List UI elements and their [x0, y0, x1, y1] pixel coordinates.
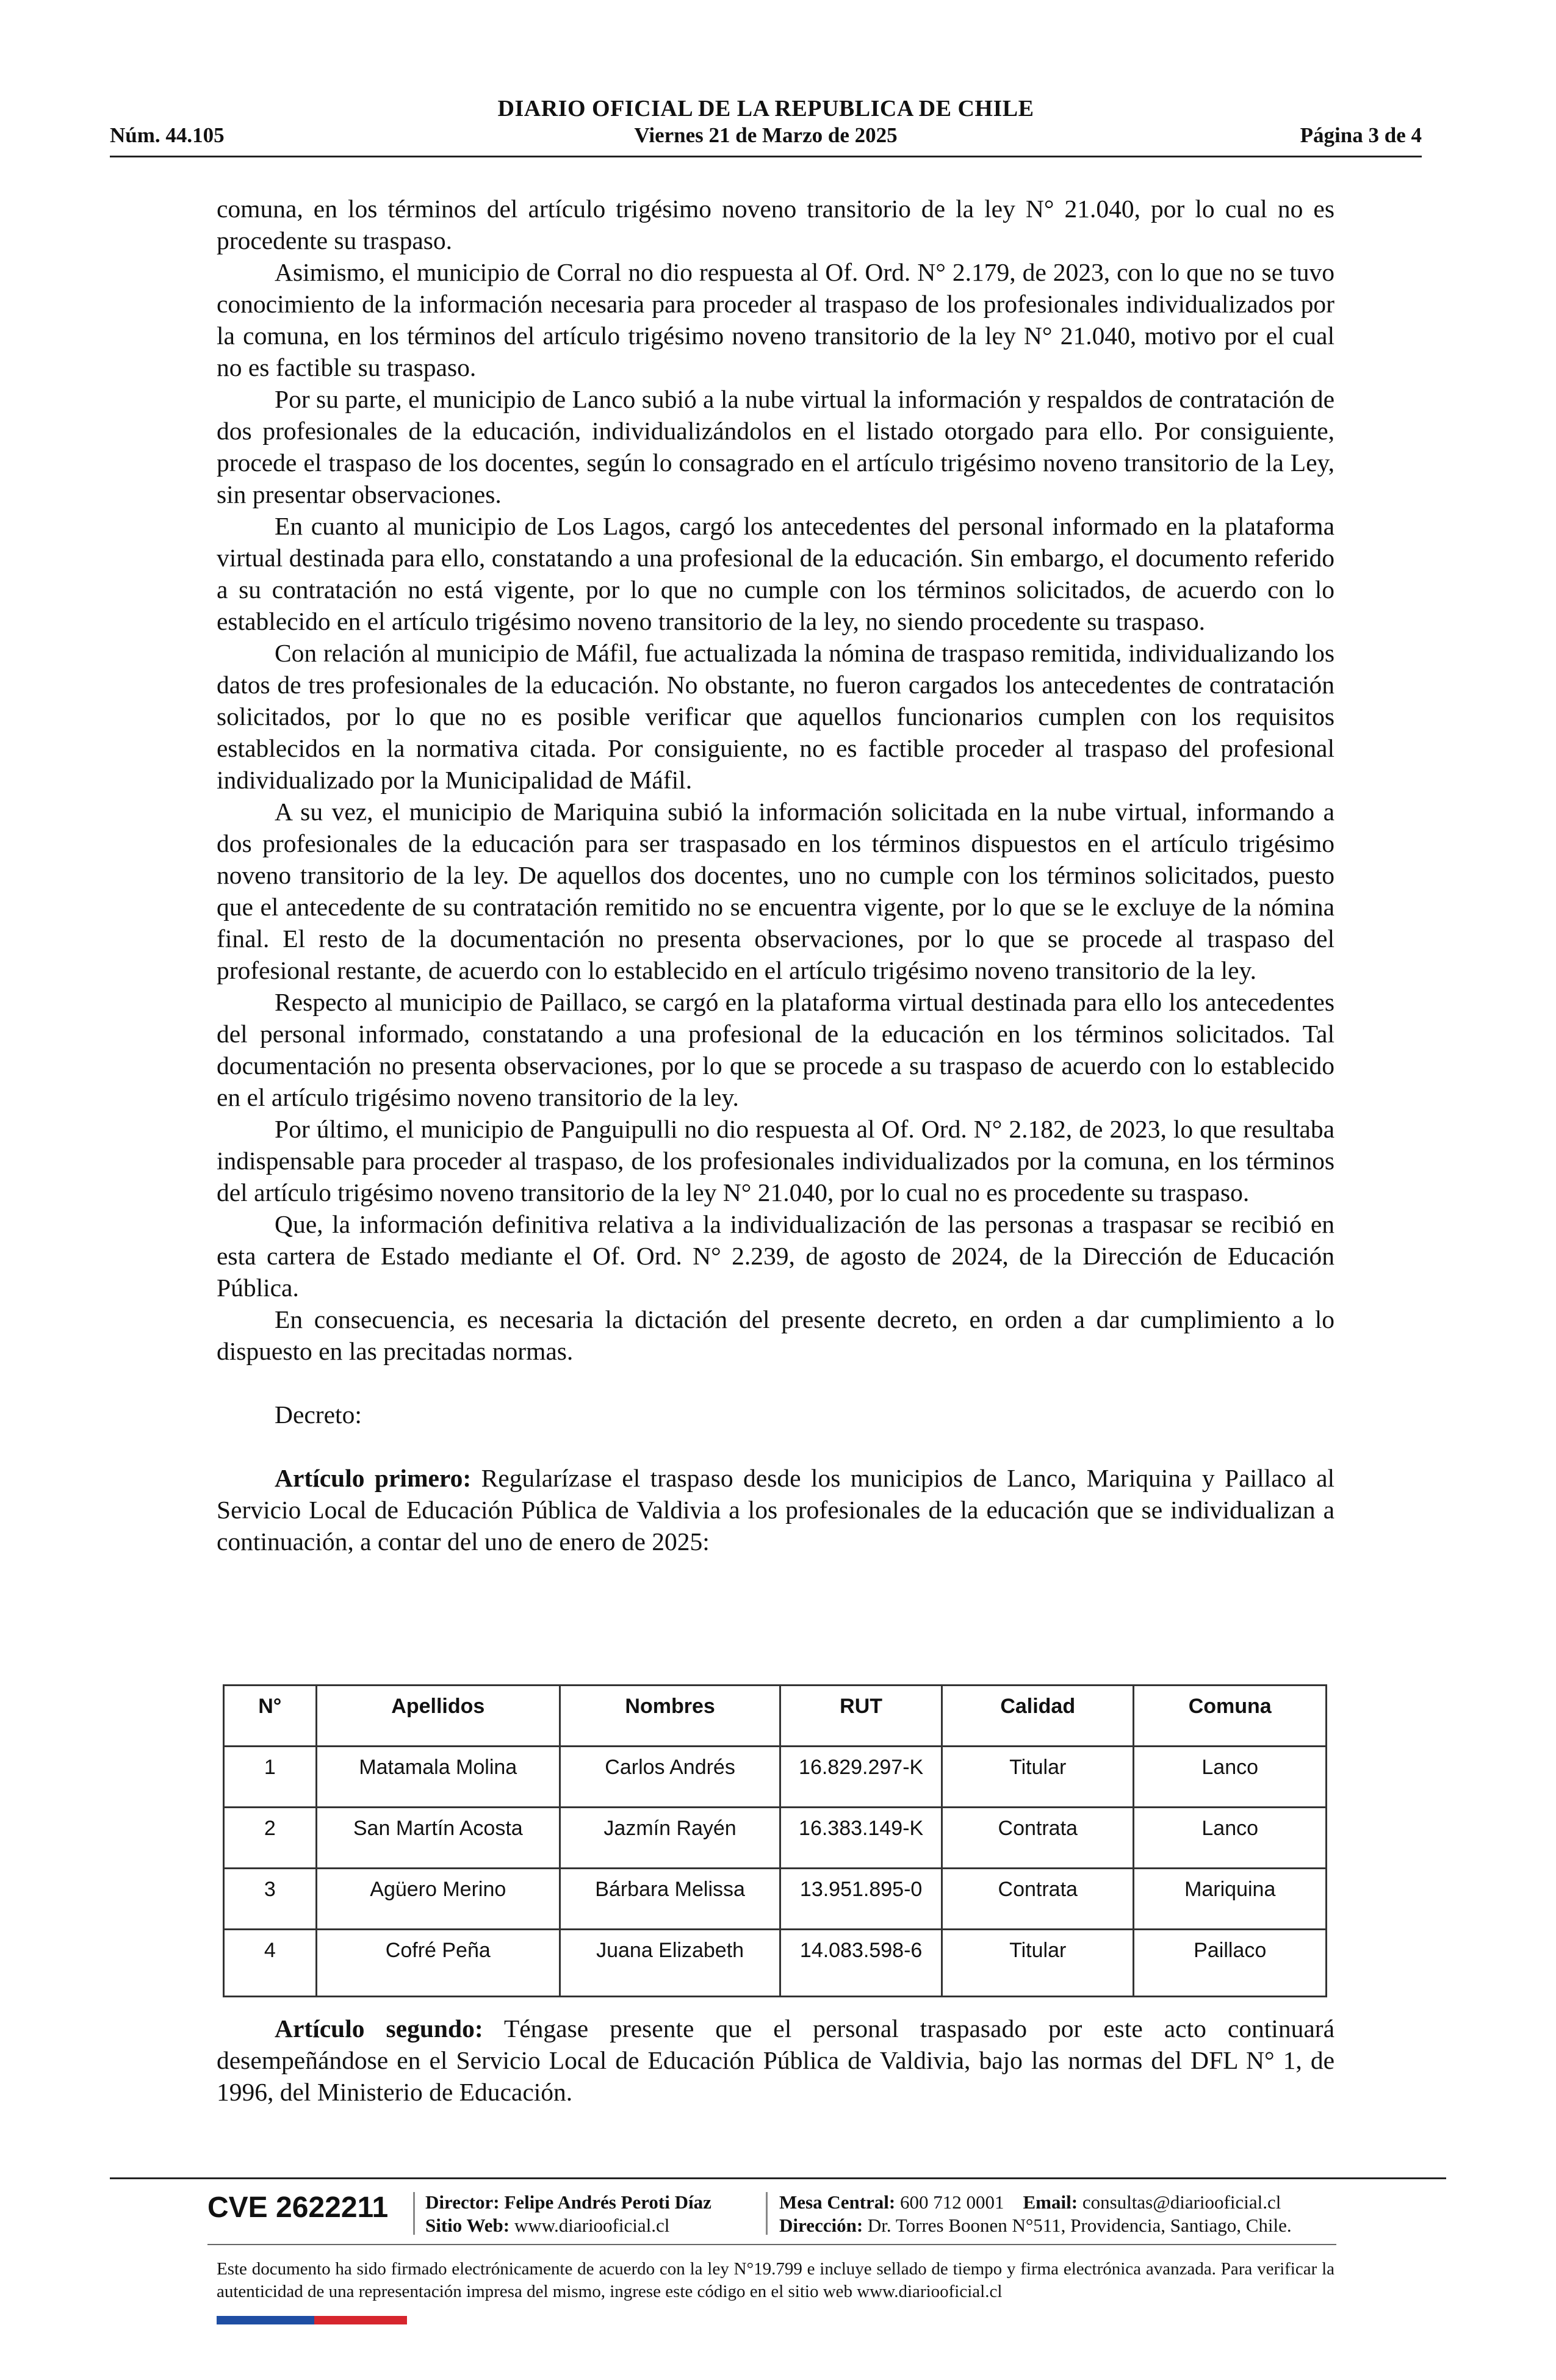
article-second	[217, 2013, 1334, 2108]
table-cell: Cofré Peña	[316, 1930, 560, 1997]
table-cell: 16.829.297-K	[780, 1747, 942, 1808]
table-header-row	[224, 1686, 1327, 1747]
director-label: Director:	[425, 2191, 500, 2213]
email-link[interactable]: consultas@diariooficial.cl	[1082, 2191, 1281, 2213]
column-header: N°	[224, 1686, 317, 1747]
article-first-text: Regularízase el traspaso desde los municipios de Lanco, Mariquina y Paillaco al Servicio Local de Educación Pública de Valdivia a los profesionales de la educación que se individualizan a continuación, a contar del uno de enero de 2025:	[217, 1464, 1335, 1556]
article-first-heading: Artículo primero:	[275, 1464, 472, 1492]
table-cell: San Martín Acosta	[316, 1808, 560, 1869]
legal-notice: Este documento ha sido firmado electrónicamente de acuerdo con la ley N°19.799 e incluye sellado de tiempo y firma electrónica avanzada. Para verificar la autenticidad de una representación impresa del mismo, ingrese este código en el sitio web www.diariooficial.cl	[217, 2259, 1334, 2301]
decree-label: Decreto:	[275, 1401, 362, 1429]
address-label: Dirección:	[779, 2215, 863, 2236]
mesa-label: Mesa Central:	[779, 2191, 896, 2213]
table-cell: 14.083.598-6	[780, 1930, 942, 1997]
article-second-block	[217, 2013, 1334, 2108]
header-divider	[110, 156, 1422, 157]
website-link[interactable]: www.diariooficial.cl	[514, 2215, 670, 2236]
cve-code: CVE 2622211	[207, 2191, 389, 2224]
article-first	[217, 1462, 1334, 1557]
page-indicator: Página 3 de 4	[1300, 123, 1422, 147]
table-cell: Bárbara Melissa	[560, 1869, 780, 1930]
table-cell: Matamala Molina	[316, 1747, 560, 1808]
column-header: Nombres	[560, 1686, 780, 1747]
paragraph: Que, la información definitiva relativa a la individualización de las personas a traspasar se recibió en esta cartera de Estado mediante el Of. Ord. N° 2.239, de agosto de 2024, de la Dirección de Educación Pública.	[217, 1210, 1334, 1302]
table-cell: Lanco	[1134, 1747, 1327, 1808]
footer-divider-secondary	[207, 2244, 1336, 2245]
website-label: Sitio Web:	[425, 2215, 510, 2236]
footer-contact-block	[779, 2191, 1292, 2237]
table-cell: Agüero Merino	[316, 1869, 560, 1930]
mesa-phone: 600 712 0001	[900, 2191, 1004, 2213]
footer-separator	[413, 2192, 415, 2235]
flag-stripe-red	[314, 2316, 407, 2324]
column-header: Calidad	[942, 1686, 1134, 1747]
paragraph: En consecuencia, es necesaria la dictación del presente decreto, en orden a dar cumplimiento a lo dispuesto en las precitadas normas.	[217, 1305, 1334, 1365]
table-cell: Contrata	[942, 1869, 1134, 1930]
issue-number: Núm. 44.105	[110, 123, 225, 147]
table-cell: 3	[224, 1869, 317, 1930]
page-header	[110, 92, 1422, 159]
footer-separator	[766, 2192, 768, 2235]
article-second-heading: Artículo segundo:	[275, 2014, 483, 2043]
footer-divider	[110, 2177, 1446, 2179]
table-row	[224, 1930, 1327, 1997]
table-cell: 1	[224, 1747, 317, 1808]
table-row	[224, 1869, 1327, 1930]
paragraph: Por último, el municipio de Panguipulli no dio respuesta al Of. Ord. N° 2.182, de 2023, lo que resultaba indispensable para proceder al traspaso, de los profesionales individualizados por la comuna, en los términos del artículo trigésimo noveno transitorio de la ley N° 21.040, por lo cual no es procedente su traspaso.	[217, 1115, 1334, 1206]
table-cell: 13.951.895-0	[780, 1869, 942, 1930]
director-name: Felipe Andrés Peroti Díaz	[504, 2191, 711, 2213]
address-text: Dr. Torres Boonen N°511, Providencia, Santiago, Chile.	[867, 2215, 1292, 2236]
email-label: Email:	[1023, 2191, 1078, 2213]
table-row	[224, 1747, 1327, 1808]
table-cell: 2	[224, 1808, 317, 1869]
column-header: Comuna	[1134, 1686, 1327, 1747]
table-cell: Paillaco	[1134, 1930, 1327, 1997]
table-row	[224, 1808, 1327, 1869]
column-header: Apellidos	[316, 1686, 560, 1747]
paragraph: comuna, en los términos del artículo trigésimo noveno transitorio de la ley N° 21.040, por lo cual no es procedente su traspaso.	[217, 195, 1334, 254]
paragraph: A su vez, el municipio de Mariquina subió la información solicitada en la nube virtual, informando a dos profesionales de la educación para ser traspasado en los términos dispuestos en el artículo trigésimo noveno transitorio de la ley. De aquellos dos docentes, uno no cumple con los términos solicitados, puesto que el antecedente de su contratación remitido no se encuentra vigente, por lo que se le excluye de la nómina final. El resto de la documentación no presenta observaciones, por lo que se procede al traspaso del profesional restante, de acuerdo con lo establecido en el artículo trigésimo noveno transitorio de la ley.	[217, 798, 1334, 984]
paragraph: Asimismo, el municipio de Corral no dio respuesta al Of. Ord. N° 2.179, de 2023, con lo que no se tuvo conocimiento de la información necesaria para proceder al traspaso de los profesionales individualizados por la comuna, en los términos del artículo trigésimo noveno transitorio de la ley N° 21.040, motivo por el cual no es factible su traspaso.	[217, 258, 1334, 381]
issue-date: Viernes 21 de Marzo de 2025	[634, 123, 898, 147]
table-cell: Jazmín Rayén	[560, 1808, 780, 1869]
table-cell: 16.383.149-K	[780, 1808, 942, 1869]
staff-table	[223, 1684, 1327, 1997]
footer-director-block	[425, 2191, 711, 2237]
flag-stripe-blue	[217, 2316, 314, 2324]
table-cell: Juana Elizabeth	[560, 1930, 780, 1997]
paragraph: Por su parte, el municipio de Lanco subió a la nube virtual la información y respaldos de contratación de dos profesionales de la educación, individualizándolos en el listado otorgado para ello. Por consiguiente, procede el traspaso de los docentes, según lo consagrado en el artículo trigésimo noveno transitorio de la Ley, sin presentar observaciones.	[217, 385, 1334, 508]
column-header: RUT	[780, 1686, 942, 1747]
table-cell: Mariquina	[1134, 1869, 1327, 1930]
gazette-title: DIARIO OFICIAL DE LA REPUBLICA DE CHILE	[497, 96, 1034, 121]
table-cell: Contrata	[942, 1808, 1134, 1869]
table-cell: Lanco	[1134, 1808, 1327, 1869]
paragraph: En cuanto al municipio de Los Lagos, cargó los antecedentes del personal informado en la plataforma virtual destinada para ello, constatando a una profesional de la educación. Sin embargo, el documento referido a su contratación no está vigente, por lo que no cumple con los términos solicitados, de acuerdo con lo establecido en el artículo trigésimo noveno transitorio de la ley, no siendo procedente su traspaso.	[217, 512, 1334, 635]
paragraph: Con relación al municipio de Máfil, fue actualizada la nómina de traspaso remitida, individualizando los datos de tres profesionales de la educación. No obstante, no fueron cargados los antecedentes de contratación solicitados, por lo que no es posible verificar que aquellos funcionarios cumplen con los requisitos establecidos en la normativa citada. Por consiguiente, no es factible proceder al traspaso del profesional individualizado por la Municipalidad de Máfil.	[217, 639, 1334, 794]
table-cell: Carlos Andrés	[560, 1747, 780, 1808]
table-cell: Titular	[942, 1747, 1134, 1808]
document-body	[217, 193, 1334, 1557]
paragraph: Respecto al municipio de Paillaco, se cargó en la plataforma virtual destinada para ello los antecedentes del personal informado, constatando a una profesional de la educación en los términos solicitados. Tal documentación no presenta observaciones, por lo que se procede a su traspaso de acuerdo con lo establecido en el artículo trigésimo noveno transitorio de la ley.	[217, 988, 1334, 1111]
table-cell: 4	[224, 1930, 317, 1997]
article-second-text: Téngase presente que el personal traspasado por este acto continuará desempeñándose en el Servicio Local de Educación Pública de Valdivia, bajo las normas del DFL N° 1, de 1996, del Ministerio de Educación.	[217, 2014, 1334, 2106]
table-cell: Titular	[942, 1930, 1134, 1997]
